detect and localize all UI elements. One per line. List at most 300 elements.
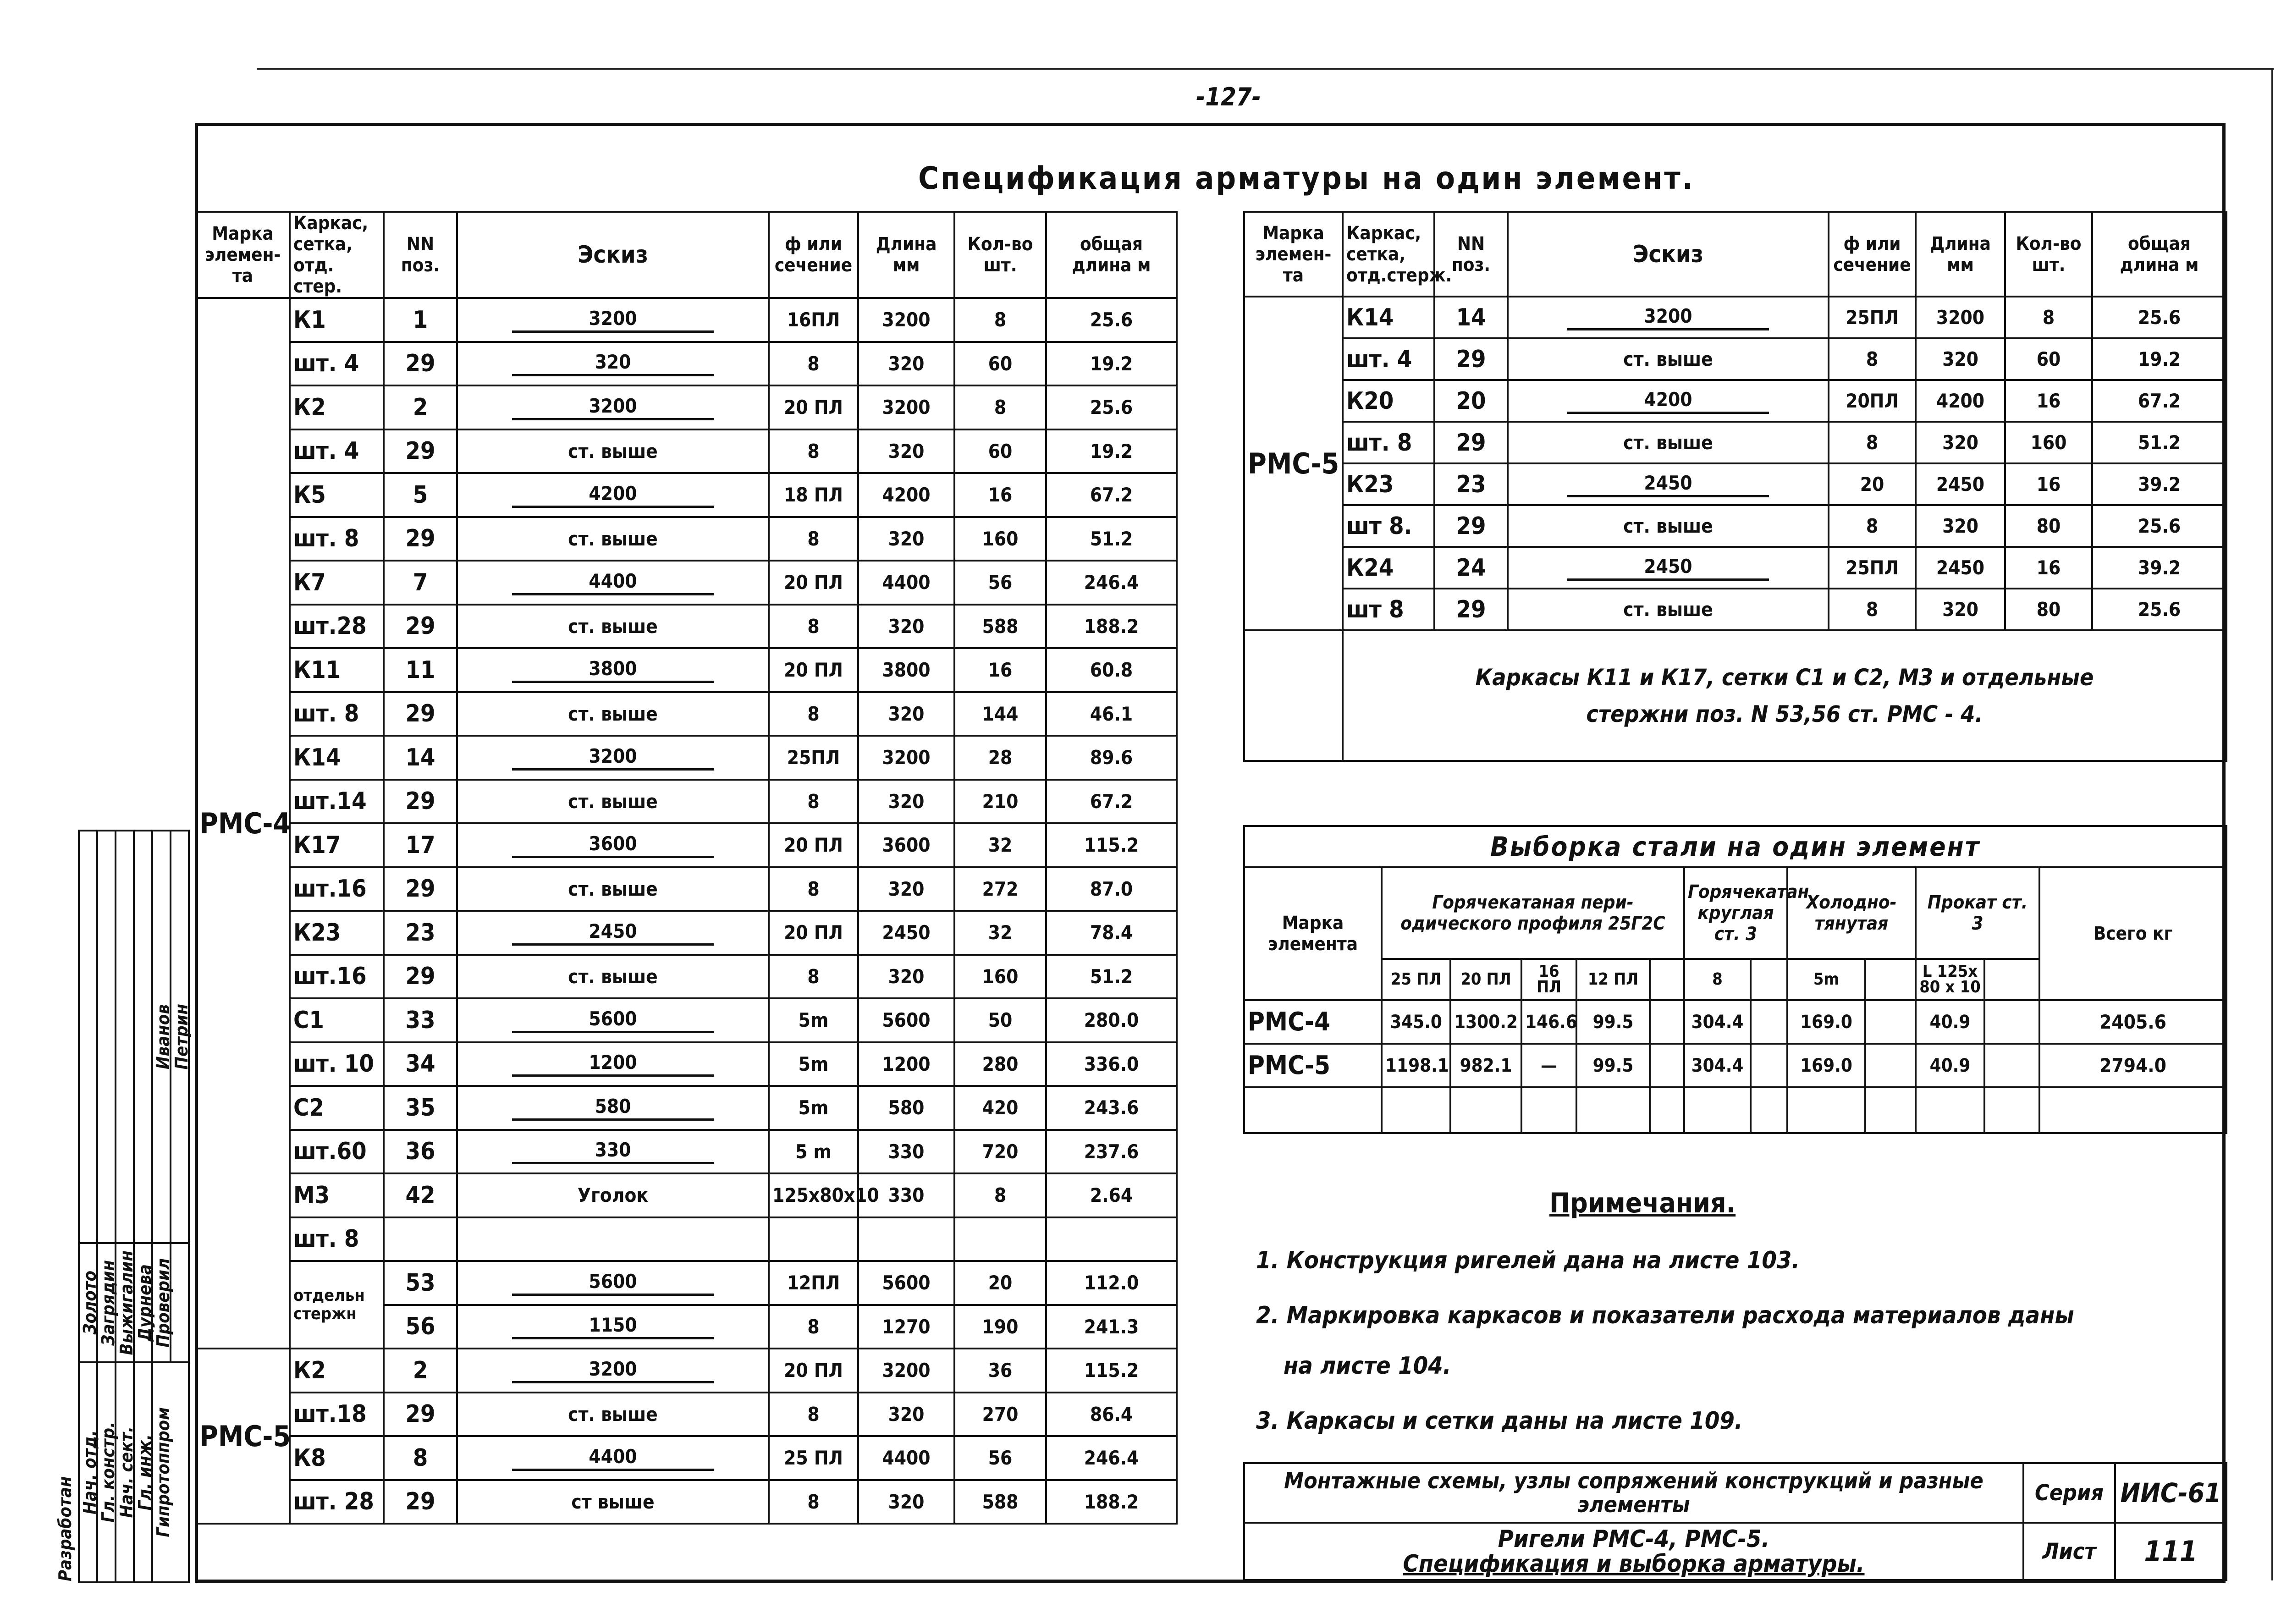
pos-cell: 29 bbox=[384, 429, 457, 473]
length-cell: 320 bbox=[858, 955, 954, 999]
pos-cell: 23 bbox=[1434, 463, 1508, 505]
length-cell: 320 bbox=[1916, 422, 2005, 463]
pos-cell: 29 bbox=[384, 517, 457, 561]
sketch-text: ст. выше bbox=[1623, 598, 1713, 621]
total-cell bbox=[1046, 1217, 1177, 1261]
karkas-cell: К23 bbox=[1343, 463, 1434, 505]
diam-cell: 16ПЛ bbox=[769, 298, 858, 342]
qty-cell: 28 bbox=[954, 736, 1046, 780]
pos-cell: 2 bbox=[384, 1349, 457, 1393]
qty-cell: 8 bbox=[954, 298, 1046, 342]
karkas-cell: К7 bbox=[290, 561, 384, 605]
spec-row bbox=[196, 429, 1177, 473]
total-cell: 246.4 bbox=[1046, 1436, 1177, 1480]
pos-cell bbox=[384, 1217, 457, 1261]
diam-cell: 18 ПЛ bbox=[769, 473, 858, 517]
steel-value: 169.0 bbox=[1787, 1044, 1865, 1087]
side-roles2-1: Проверил bbox=[153, 1258, 173, 1348]
steel-h-rolled: Прокат ст. 3 bbox=[1916, 867, 2039, 959]
qty-cell: 160 bbox=[2005, 422, 2092, 463]
total-cell: 46.1 bbox=[1046, 692, 1177, 736]
steel-empty-row bbox=[1244, 1087, 2226, 1133]
qty-cell: 8 bbox=[2005, 297, 2092, 338]
qty-cell: 144 bbox=[954, 692, 1046, 736]
sketch-cell bbox=[457, 1130, 769, 1174]
steel-subheader bbox=[1650, 959, 1684, 1000]
steel-value: 345.0 bbox=[1382, 1000, 1450, 1044]
spec-row bbox=[196, 298, 1177, 342]
side-org1: Разработан bbox=[55, 1476, 75, 1581]
page-number: -127- bbox=[1196, 83, 1261, 111]
steel-value bbox=[1751, 1000, 1787, 1044]
length-cell: 2450 bbox=[1916, 463, 2005, 505]
stamp-series-value: ИИС-61 bbox=[2115, 1463, 2226, 1523]
sketch-bar: 2450 bbox=[512, 920, 714, 946]
spec-row bbox=[196, 998, 1177, 1042]
pos-cell: 29 bbox=[384, 605, 457, 649]
sketch-bar: 3200 bbox=[512, 745, 714, 771]
steel-value: 40.9 bbox=[1916, 1000, 1984, 1044]
side-name-3: Дурнева bbox=[135, 1264, 155, 1342]
sketch-cell bbox=[1508, 547, 1829, 589]
qty-cell: 588 bbox=[954, 1480, 1046, 1524]
total-cell: 67.2 bbox=[1046, 473, 1177, 517]
steel-value bbox=[1984, 1000, 2039, 1044]
pos-cell: 14 bbox=[384, 736, 457, 780]
spec-left-header bbox=[196, 212, 1177, 298]
pos-cell: 5 bbox=[384, 473, 457, 517]
karkas-cell: К11 bbox=[290, 648, 384, 692]
qty-cell: 60 bbox=[2005, 338, 2092, 380]
total-cell: 243.6 bbox=[1046, 1086, 1177, 1130]
spec-row-right bbox=[1244, 589, 2226, 630]
total-cell: 60.8 bbox=[1046, 648, 1177, 692]
steel-h-cold: Холодно- тянутая bbox=[1787, 867, 1916, 959]
length-cell: 320 bbox=[858, 1480, 954, 1524]
length-cell: 320 bbox=[858, 867, 954, 911]
rhdr-qty: Кол-во шт. bbox=[2005, 212, 2092, 297]
sketch-cell bbox=[1508, 505, 1829, 547]
total-cell: 25.6 bbox=[1046, 385, 1177, 429]
sketch-cell bbox=[457, 780, 769, 824]
rhdr-eskiz: Эскиз bbox=[1508, 212, 1829, 297]
sketch-cell bbox=[457, 561, 769, 605]
diam-cell: 8 bbox=[1829, 422, 1916, 463]
sketch-bar: 4200 bbox=[1567, 388, 1769, 414]
sketch-cell bbox=[457, 1480, 769, 1524]
length-cell: 580 bbox=[858, 1086, 954, 1130]
spec-row bbox=[196, 1217, 1177, 1261]
length-cell: 4200 bbox=[858, 473, 954, 517]
sketch-cell bbox=[457, 1305, 769, 1349]
pos-cell: 20 bbox=[1434, 380, 1508, 422]
karkas-cell: К1 bbox=[290, 298, 384, 342]
total-cell: 241.3 bbox=[1046, 1305, 1177, 1349]
length-cell: 4200 bbox=[1916, 380, 2005, 422]
pos-cell: 29 bbox=[384, 342, 457, 386]
total-cell: 39.2 bbox=[2092, 463, 2226, 505]
qty-cell: 56 bbox=[954, 561, 1046, 605]
qty-cell: 16 bbox=[2005, 547, 2092, 589]
qty-cell: 272 bbox=[954, 867, 1046, 911]
pos-cell: 29 bbox=[384, 867, 457, 911]
sketch-cell bbox=[1508, 422, 1829, 463]
diam-cell: 25ПЛ bbox=[1829, 297, 1916, 338]
side-names2-0: Иванов bbox=[153, 1004, 173, 1070]
steel-h-total: Всего кг bbox=[2039, 867, 2226, 1000]
side-role-1: Гл. констр. bbox=[98, 1422, 118, 1523]
diam-cell: 8 bbox=[1829, 338, 1916, 380]
pos-cell: 42 bbox=[384, 1173, 457, 1217]
total-cell: 51.2 bbox=[1046, 955, 1177, 999]
qty-cell: 270 bbox=[954, 1393, 1046, 1437]
mark-rmc5-right: РМС-5 bbox=[1244, 297, 1343, 630]
steel-row bbox=[1244, 1000, 2226, 1044]
spec-row bbox=[196, 1130, 1177, 1174]
karkas-cell: шт. 8 bbox=[290, 1217, 384, 1261]
steel-subheader: 5m bbox=[1787, 959, 1865, 1000]
total-cell: 237.6 bbox=[1046, 1130, 1177, 1174]
pos-cell: 2 bbox=[384, 385, 457, 429]
qty-cell bbox=[954, 1217, 1046, 1261]
length-cell: 320 bbox=[858, 605, 954, 649]
length-cell: 320 bbox=[858, 1393, 954, 1437]
diam-cell: 8 bbox=[769, 1480, 858, 1524]
karkas-cell: шт.18 bbox=[290, 1393, 384, 1437]
pos-cell: 24 bbox=[1434, 547, 1508, 589]
length-cell: 5600 bbox=[858, 1261, 954, 1305]
title-stamp bbox=[1243, 1462, 2227, 1581]
total-cell: 280.0 bbox=[1046, 998, 1177, 1042]
hdr-eskiz: Эскиз bbox=[457, 212, 769, 298]
pos-cell: 33 bbox=[384, 998, 457, 1042]
qty-cell: 8 bbox=[954, 385, 1046, 429]
sketch-cell bbox=[457, 1261, 769, 1305]
sketch-cell bbox=[457, 298, 769, 342]
steel-title: Выборка стали на один элемент bbox=[1244, 826, 2226, 867]
diam-cell: 25ПЛ bbox=[1829, 547, 1916, 589]
karkas-cell: К14 bbox=[1343, 297, 1434, 338]
spec-row bbox=[196, 1042, 1177, 1086]
steel-value: 304.4 bbox=[1684, 1044, 1751, 1087]
spec-row bbox=[196, 473, 1177, 517]
diam-cell: 5m bbox=[769, 1086, 858, 1130]
length-cell: 320 bbox=[858, 429, 954, 473]
total-cell: 112.0 bbox=[1046, 1261, 1177, 1305]
qty-cell: 190 bbox=[954, 1305, 1046, 1349]
sketch-text: ст. выше bbox=[568, 790, 658, 813]
pos-cell: 1 bbox=[384, 298, 457, 342]
pos-cell: 29 bbox=[1434, 338, 1508, 380]
qty-cell: 8 bbox=[954, 1173, 1046, 1217]
length-cell: 320 bbox=[1916, 589, 2005, 630]
pos-cell: 29 bbox=[384, 1480, 457, 1524]
pos-cell: 53 bbox=[384, 1261, 457, 1305]
total-cell: 19.2 bbox=[1046, 429, 1177, 473]
qty-cell: 50 bbox=[954, 998, 1046, 1042]
karkas-cell: К8 bbox=[290, 1436, 384, 1480]
spec-row bbox=[196, 867, 1177, 911]
spec-row-right bbox=[1244, 463, 2226, 505]
karkas-cell: шт. 8 bbox=[290, 517, 384, 561]
diam-cell: 20 ПЛ bbox=[769, 561, 858, 605]
qty-cell: 80 bbox=[2005, 589, 2092, 630]
side-role-0: Нач. отд. bbox=[80, 1430, 100, 1514]
pos-cell: 29 bbox=[384, 780, 457, 824]
sketch-bar: 3200 bbox=[1567, 305, 1769, 330]
steel-h-mark: Марка элемента bbox=[1244, 867, 1382, 1000]
sketch-cell bbox=[457, 1042, 769, 1086]
karkas-cell: К5 bbox=[290, 473, 384, 517]
side-name-2: Выжигалин bbox=[116, 1250, 137, 1355]
sketch-cell bbox=[1508, 380, 1829, 422]
karkas-cell: шт.60 bbox=[290, 1130, 384, 1174]
spec-row bbox=[196, 342, 1177, 386]
stamp-sheet-value: 111 bbox=[2115, 1523, 2226, 1580]
sketch-cell bbox=[457, 1349, 769, 1393]
side-role-3: Гл. инж. bbox=[135, 1434, 155, 1511]
spec-row bbox=[196, 780, 1177, 824]
steel-h-hot-periodic: Горячекатаная пери- одического профиля 25Г2С bbox=[1382, 867, 1684, 959]
spec-row bbox=[196, 648, 1177, 692]
length-cell: 3200 bbox=[858, 385, 954, 429]
diam-cell: 8 bbox=[1829, 505, 1916, 547]
diam-cell: 20 ПЛ bbox=[769, 823, 858, 867]
length-cell bbox=[858, 1217, 954, 1261]
karkas-cell: шт.16 bbox=[290, 867, 384, 911]
diam-cell: 20ПЛ bbox=[1829, 380, 1916, 422]
karkas-cell: М3 bbox=[290, 1173, 384, 1217]
sketch-bar: 4200 bbox=[512, 482, 714, 508]
sketch-bar: 3200 bbox=[512, 307, 714, 333]
top-rule bbox=[257, 68, 2274, 70]
spec-row bbox=[196, 1393, 1177, 1437]
sketch-cell bbox=[457, 692, 769, 736]
diam-cell: 25ПЛ bbox=[769, 736, 858, 780]
diam-cell: 125х80х10 bbox=[769, 1173, 858, 1217]
diam-cell: 8 bbox=[769, 955, 858, 999]
length-cell: 3800 bbox=[858, 648, 954, 692]
steel-value bbox=[1865, 1000, 1916, 1044]
total-cell: 89.6 bbox=[1046, 736, 1177, 780]
length-cell: 3600 bbox=[858, 823, 954, 867]
steel-value bbox=[1650, 1044, 1684, 1087]
sketch-bar: 5600 bbox=[512, 1270, 714, 1296]
sketch-cell bbox=[457, 473, 769, 517]
sketch-bar: 580 bbox=[512, 1095, 714, 1121]
spec-row-right bbox=[1244, 547, 2226, 589]
steel-total: 2794.0 bbox=[2039, 1044, 2226, 1087]
pos-cell: 8 bbox=[384, 1436, 457, 1480]
diam-cell: 8 bbox=[769, 517, 858, 561]
right-note-row bbox=[1244, 630, 2226, 761]
steel-table bbox=[1243, 825, 2227, 1134]
total-cell: 67.2 bbox=[2092, 380, 2226, 422]
spec-row bbox=[196, 1349, 1177, 1393]
spec-row bbox=[196, 736, 1177, 780]
sketch-cell bbox=[457, 955, 769, 999]
stamp-line2: Ригели РМС-4, РМС-5. Спецификация и выборка арматуры. bbox=[1244, 1523, 2023, 1580]
steel-subheader bbox=[1865, 959, 1916, 1000]
rhdr-marka: Марка элемен- та bbox=[1244, 212, 1343, 297]
total-cell: 25.6 bbox=[1046, 298, 1177, 342]
diam-cell: 5m bbox=[769, 1042, 858, 1086]
note-2b: на листе 104. bbox=[1284, 1352, 1451, 1380]
diam-cell: 8 bbox=[769, 342, 858, 386]
length-cell: 2450 bbox=[1916, 547, 2005, 589]
qty-cell: 80 bbox=[2005, 505, 2092, 547]
right-rule bbox=[2271, 68, 2273, 1580]
total-cell: 246.4 bbox=[1046, 561, 1177, 605]
length-cell: 3200 bbox=[1916, 297, 2005, 338]
steel-subheader: 12 ПЛ bbox=[1576, 959, 1650, 1000]
sketch-bar: 4400 bbox=[512, 1445, 714, 1471]
right-note: Каркасы К11 и К17, сетки С1 и С2, М3 и отдельные стержни поз. N 53,56 ст. РМС - 4. bbox=[1343, 630, 2226, 761]
total-cell: 25.6 bbox=[2092, 297, 2226, 338]
spec-row-right bbox=[1244, 505, 2226, 547]
diam-cell: 20 ПЛ bbox=[769, 385, 858, 429]
notes-title: Примечания. bbox=[1549, 1187, 1736, 1219]
steel-row bbox=[1244, 1044, 2226, 1087]
total-cell: 25.6 bbox=[2092, 505, 2226, 547]
length-cell: 330 bbox=[858, 1173, 954, 1217]
pos-cell: 29 bbox=[1434, 422, 1508, 463]
steel-value: 982.1 bbox=[1450, 1044, 1521, 1087]
diam-cell: 20 ПЛ bbox=[769, 648, 858, 692]
spec-row bbox=[196, 1086, 1177, 1130]
steel-value bbox=[1650, 1000, 1684, 1044]
karkas-cell: С2 bbox=[290, 1086, 384, 1130]
length-cell: 3200 bbox=[858, 1349, 954, 1393]
length-cell: 320 bbox=[858, 342, 954, 386]
side-org2: Гипротоппром bbox=[153, 1407, 173, 1537]
karkas-cell: шт. 4 bbox=[290, 342, 384, 386]
qty-cell: 210 bbox=[954, 780, 1046, 824]
side-role-2: Нач. сект. bbox=[116, 1426, 137, 1518]
sketch-text: ст. выше bbox=[1623, 515, 1713, 537]
pos-cell: 14 bbox=[1434, 297, 1508, 338]
steel-value: 1300.2 bbox=[1450, 1000, 1521, 1044]
sketch-text: ст. выше bbox=[568, 965, 658, 988]
hdr-pos: NN поз. bbox=[384, 212, 457, 298]
qty-cell: 36 bbox=[954, 1349, 1046, 1393]
diam-cell: 8 bbox=[769, 1305, 858, 1349]
spec-row bbox=[196, 1436, 1177, 1480]
diam-cell: 8 bbox=[769, 780, 858, 824]
sketch-bar: 5600 bbox=[512, 1007, 714, 1033]
qty-cell: 32 bbox=[954, 823, 1046, 867]
qty-cell: 16 bbox=[954, 473, 1046, 517]
sketch-bar: 4400 bbox=[512, 570, 714, 595]
mark-rmc4: РМС-4 bbox=[196, 298, 290, 1349]
qty-cell: 16 bbox=[2005, 463, 2092, 505]
sketch-text: ст выше bbox=[571, 1490, 655, 1513]
rhdr-pos: NN поз. bbox=[1434, 212, 1508, 297]
pos-cell: 29 bbox=[384, 955, 457, 999]
karkas-cell: К20 bbox=[1343, 380, 1434, 422]
karkas-cell: шт.16 bbox=[290, 955, 384, 999]
diam-cell: 20 ПЛ bbox=[769, 1349, 858, 1393]
pos-cell: 29 bbox=[384, 1393, 457, 1437]
spec-row-right bbox=[1244, 422, 2226, 463]
hdr-marka: Марка элемен- та bbox=[196, 212, 290, 298]
karkas-cell: шт. 4 bbox=[1343, 338, 1434, 380]
diam-cell bbox=[769, 1217, 858, 1261]
diam-cell: 8 bbox=[769, 429, 858, 473]
sketch-cell bbox=[1508, 338, 1829, 380]
qty-cell: 160 bbox=[954, 517, 1046, 561]
karkas-cell: К2 bbox=[290, 385, 384, 429]
spec-row bbox=[196, 605, 1177, 649]
pos-cell: 11 bbox=[384, 648, 457, 692]
karkas-cell: шт 8. bbox=[1343, 505, 1434, 547]
sketch-bar: 330 bbox=[512, 1139, 714, 1164]
pos-cell: 36 bbox=[384, 1130, 457, 1174]
length-cell: 1200 bbox=[858, 1042, 954, 1086]
total-cell: 19.2 bbox=[2092, 338, 2226, 380]
karkas-cell: С1 bbox=[290, 998, 384, 1042]
sketch-cell bbox=[457, 648, 769, 692]
karkas-cell: К24 bbox=[1343, 547, 1434, 589]
spec-row bbox=[196, 1480, 1177, 1524]
karkas-cell: шт.28 bbox=[290, 605, 384, 649]
note-2: 2. Маркировка каркасов и показатели расхода материалов даны bbox=[1256, 1302, 2074, 1329]
sketch-bar: 1150 bbox=[512, 1314, 714, 1339]
steel-mark: РМС-4 bbox=[1244, 1000, 1382, 1044]
spec-right-header bbox=[1244, 212, 2226, 297]
total-cell: 25.6 bbox=[2092, 589, 2226, 630]
sketch-bar: 2450 bbox=[1567, 555, 1769, 581]
diam-cell: 5m bbox=[769, 998, 858, 1042]
hdr-diam: ф или сечение bbox=[769, 212, 858, 298]
sketch-cell bbox=[457, 1436, 769, 1480]
pos-cell: 29 bbox=[1434, 589, 1508, 630]
length-cell: 5600 bbox=[858, 998, 954, 1042]
steel-value: 146.6 bbox=[1521, 1000, 1576, 1044]
qty-cell: 720 bbox=[954, 1130, 1046, 1174]
steel-subheader: 20 ПЛ bbox=[1450, 959, 1521, 1000]
total-cell: 115.2 bbox=[1046, 1349, 1177, 1393]
sketch-cell bbox=[457, 736, 769, 780]
diam-cell: 8 bbox=[769, 605, 858, 649]
spec-row-right bbox=[1244, 380, 2226, 422]
karkas-cell: К14 bbox=[290, 736, 384, 780]
length-cell: 4400 bbox=[858, 1436, 954, 1480]
note-1: 1. Конструкция ригелей дана на листе 103. bbox=[1256, 1247, 1800, 1274]
mark-rmc5: РМС-5 bbox=[196, 1349, 290, 1524]
sketch-cell bbox=[1508, 463, 1829, 505]
sketch-cell bbox=[457, 1217, 769, 1261]
karkas-cell: шт. 10 bbox=[290, 1042, 384, 1086]
diam-cell: 12ПЛ bbox=[769, 1261, 858, 1305]
sketch-text: ст. выше bbox=[568, 527, 658, 550]
side-names2-1: Петрин bbox=[171, 1004, 192, 1070]
side-name-1: Загрядин bbox=[98, 1260, 118, 1346]
spec-row bbox=[196, 911, 1177, 955]
steel-value bbox=[1984, 1044, 2039, 1087]
length-cell: 1270 bbox=[858, 1305, 954, 1349]
spec-row bbox=[196, 1261, 1177, 1305]
sketch-text: ст. выше bbox=[568, 877, 658, 900]
spec-row bbox=[196, 692, 1177, 736]
side-name-0: Золото bbox=[80, 1271, 100, 1335]
sketch-cell bbox=[457, 342, 769, 386]
karkas-cell: шт.14 bbox=[290, 780, 384, 824]
spec-row bbox=[196, 955, 1177, 999]
total-cell: 115.2 bbox=[1046, 823, 1177, 867]
sketch-text: ст. выше bbox=[568, 615, 658, 638]
steel-value: 1198.1 bbox=[1382, 1044, 1450, 1087]
